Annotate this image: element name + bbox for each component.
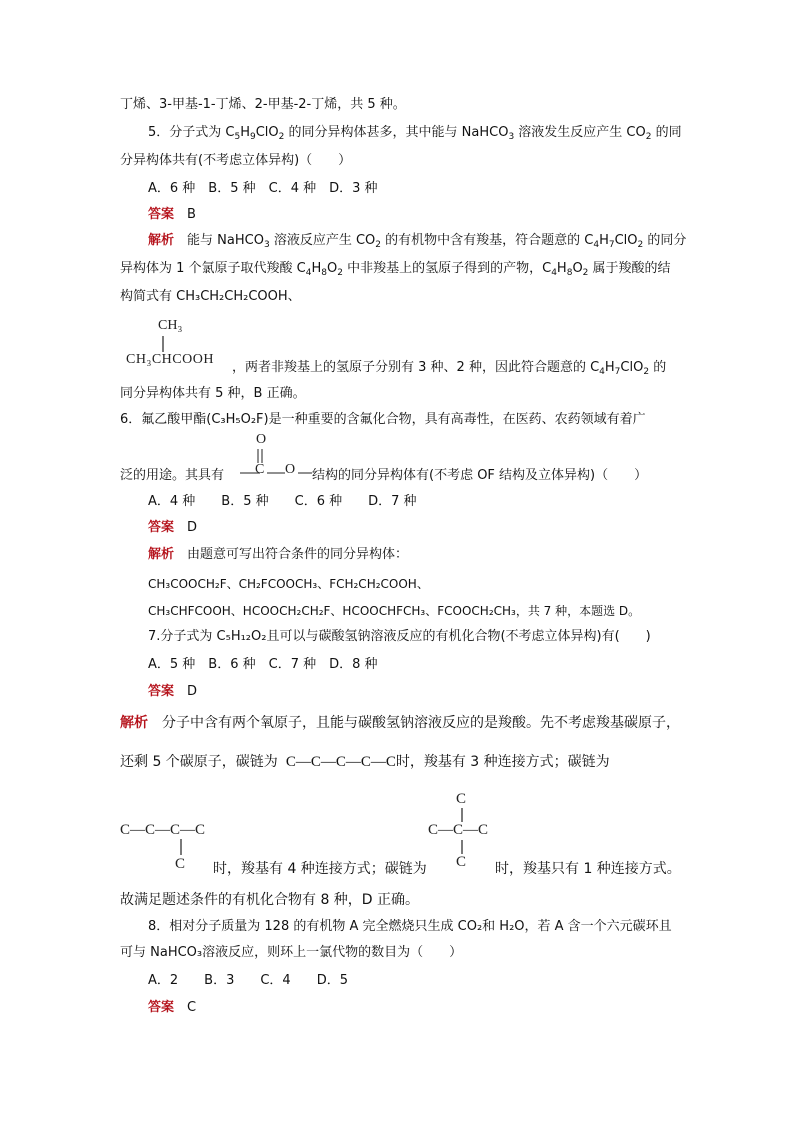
- answer-value: D: [187, 684, 198, 699]
- ester-right-bond: [298, 472, 312, 474]
- t: 还剩 5 个碳原子，碳链为: [120, 754, 278, 770]
- explanation-label: 解析: [148, 547, 175, 562]
- ester-double-bond: [256, 449, 264, 463]
- t: ClO: [614, 233, 638, 248]
- s: 4: [305, 268, 312, 278]
- s: 8: [566, 268, 573, 278]
- ester-mid-bond: [267, 472, 285, 474]
- t: 溶液反应产生 CO: [269, 233, 376, 248]
- t: O: [327, 261, 338, 276]
- q6-exp-line3: CH₃CHFCOOH、HCOOCH₂CH₂F、HCOOCHFCH₃、FCOOCH₂CH₃，共 7 种，本题选 D。: [148, 604, 641, 618]
- q7-exp-line2: [120, 753, 610, 771]
- q5-s: 5: [234, 132, 241, 142]
- t: 异构体为 1 个氯原子取代羧酸 C: [120, 261, 306, 276]
- q5-s: 2: [278, 132, 285, 142]
- q5-t: 溶液发生反应产生 CO: [514, 125, 646, 140]
- q5-t: 的同: [651, 125, 682, 140]
- neo-bottom-carbon: C: [456, 854, 467, 870]
- s: 2: [337, 268, 343, 278]
- q5-t: H: [240, 125, 250, 140]
- q5-exp-line3: 构简式有 CH₃CH₂CH₂COOH、: [120, 289, 301, 304]
- neo-top-bond: [461, 808, 463, 822]
- t: 分子中含有两个氧原子，且能与碳酸氢钠溶液反应的是羧酸。先不考虑羧基碳原子，: [162, 715, 680, 731]
- s: 2: [643, 367, 650, 377]
- t: 的同分: [643, 233, 687, 248]
- t: 由题意可写出符合条件的同分异构体：: [187, 547, 409, 562]
- neo-bottom-bond: [461, 840, 463, 854]
- q7-exp-line1: [120, 714, 680, 732]
- t: ，两者非羧基上的氢原子分别有 3 种、2 种，因此符合题意的 C: [232, 360, 600, 375]
- q5-t: 的同分异构体甚多，其中能与 NaHCO: [284, 125, 509, 140]
- t: O: [572, 261, 583, 276]
- s: 7: [608, 240, 615, 250]
- continuation-line: 丁烯、3-甲基-1-丁烯、2-甲基-2-丁烯，共 5 种。: [120, 97, 406, 112]
- q7-exp-line3b: 时，羧基只有 1 种连接方式。: [495, 861, 681, 877]
- t: 时，羧基有 3 种连接方式；碳链为: [395, 754, 610, 770]
- carbon-chain-branched: C—C—C—C: [120, 822, 206, 838]
- q7-exp-line3a: 时，羧基有 4 种连接方式；碳链为: [213, 861, 427, 877]
- s: 2: [582, 268, 589, 278]
- t: 的: [649, 360, 667, 375]
- q6-options: A．4 种 B．5 种 C．6 种 D．7 种: [148, 494, 417, 509]
- q5-stem-line1: [148, 124, 682, 142]
- q6-stem-line1: 6．氟乙酸甲酯(C₃H₅O₂F)是一种重要的含氟化合物，具有高毒性，在医药、农药领域有着广: [120, 412, 646, 427]
- q8-stem-line1: 8．相对分子质量为 128 的有机物 A 完全燃烧只生成 CO₂和 H₂O，若 A 含一个六元碳环且: [148, 919, 672, 934]
- q5-options: A．6 种 B．5 种 C．4 种 D．3 种: [148, 181, 378, 196]
- q5-answer: [148, 206, 196, 224]
- q7-answer: [148, 683, 197, 701]
- q5-exp-line5: 同分异构体共有 5 种，B 正确。: [120, 386, 306, 401]
- q7-stem-line1: 7.分子式为 C₅H₁₂O₂且可以与碳酸氢钠溶液反应的有机化合物(不考虑立体异构)有( ): [148, 629, 651, 644]
- s: 4: [593, 240, 600, 250]
- q5-exp-line2: [120, 260, 671, 278]
- q8-stem-line2: 可与 NaHCO₃溶液反应，则环上一氯代物的数目为（ ）: [120, 945, 463, 960]
- q6-stem-line2b: 结构的同分异构体有(不考虑 OF 结构及立体异构)（ ）: [312, 468, 648, 483]
- t: H: [604, 360, 615, 375]
- s: 4: [551, 268, 557, 278]
- answer-label: 答案: [148, 207, 175, 222]
- q5-t: 5．分子式为 C: [148, 125, 235, 140]
- t: H: [556, 261, 567, 276]
- answer-label: 答案: [148, 520, 175, 535]
- structure-bond: [162, 336, 164, 352]
- answer-value: B: [187, 207, 196, 222]
- q5-s: 9: [250, 132, 256, 142]
- structure-chain: CH₃CHCOOH: [126, 352, 214, 367]
- neo-top-carbon: C: [456, 791, 467, 807]
- s: 2: [375, 240, 381, 250]
- answer-value: D: [187, 520, 198, 535]
- q5-exp-line1: [148, 232, 686, 250]
- answer-value: C: [187, 1000, 197, 1015]
- s: 7: [614, 367, 621, 377]
- t: 中非羧基上的氢原子得到的产物，C: [342, 261, 552, 276]
- q6-exp-line2: CH₃COOCH₂F、CH₂FCOOCH₃、FCH₂CH₂COOH、: [148, 577, 429, 591]
- q8-answer: [148, 999, 196, 1017]
- q6-exp-line1: [148, 546, 408, 564]
- q7-exp-line4: 故满足题述条件的有机化合物有 8 种，D 正确。: [120, 892, 420, 908]
- carbon-chain-5: C—C—C—C—C: [285, 754, 396, 770]
- s: 4: [599, 367, 605, 377]
- q6-stem-line2a: 泛的用途。其具有: [120, 468, 225, 483]
- s: 3: [263, 240, 270, 250]
- t: H: [311, 261, 322, 276]
- q5-t: ClO: [255, 125, 279, 140]
- t: ClO: [620, 360, 644, 375]
- t: 能与 NaHCO: [187, 233, 264, 248]
- ester-carbonyl-o: O: [256, 432, 267, 447]
- t: 的有机物中含有羧基，符合题意的 C: [381, 233, 594, 248]
- answer-label: 答案: [148, 1000, 175, 1015]
- s: 2: [637, 240, 644, 250]
- q6-answer: [148, 519, 197, 537]
- explanation-label: 解析: [148, 233, 175, 248]
- neo-middle: C—C—C: [428, 822, 489, 838]
- t: H: [599, 233, 609, 248]
- q5-exp-line4: [232, 359, 666, 377]
- answer-label: 答案: [148, 684, 175, 699]
- branch-carbon: C: [175, 856, 186, 872]
- ester-oxygen: O: [285, 462, 296, 477]
- explanation-label: 解析: [120, 715, 148, 731]
- s: 8: [321, 268, 327, 278]
- q8-options: A．2 B．3 C．4 D．5: [148, 973, 348, 988]
- q7-options: A．5 种 B．6 种 C．7 种 D．8 种: [148, 657, 378, 672]
- q5-s: 3: [508, 132, 515, 142]
- t: 属于羧酸的结: [588, 261, 671, 276]
- ester-carbon: C: [255, 462, 265, 477]
- q5-stem-line2: 分异构体共有(不考虑立体异构)（ ）: [120, 153, 352, 168]
- q5-s: 2: [645, 132, 652, 142]
- structure-methyl: CH₃: [158, 318, 183, 333]
- branch-bond: [180, 839, 182, 855]
